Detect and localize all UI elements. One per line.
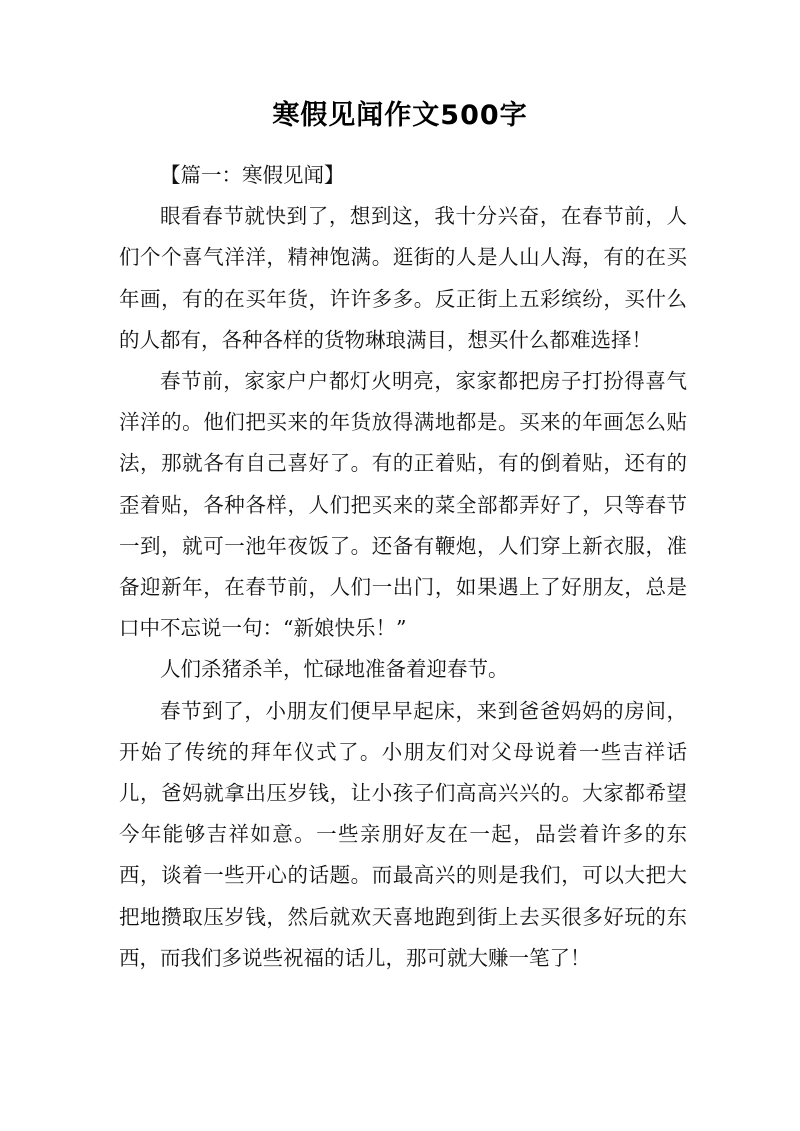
paragraph-2: 春节前，家家户户都灯火明亮，家家都把房子打扮得喜气洋洋的。他们把买来的年货放得满地都是。买来的年画怎么贴法，那就各有自己喜好了。有的正着贴，有的倒着贴，还有的歪着贴，各种各样，人们把买来的菜全部都弄好了，只等春节一到，就可一池年夜饭了。还备有鞭炮，人们穿上新衣服，准备迎新年，在春节前，人们一出门，如果遇上了好朋友，总是口中不忘说一句：“新娘快乐！” [119,369,687,641]
paragraph-1: 眼看春节就快到了，想到这，我十分兴奋，在春节前，人们个个喜气洋洋，精神饱满。逛街的人是人山人海，有的在买年画，有的在买年货，许许多多。反正街上五彩缤纷，买什么的人都有，各种各样的货物琳琅满目，想买什么都难选择！ [119,204,687,352]
document-body [119,155,687,979]
paragraph-3: 人们杀猪杀羊，忙碌地准备着迎春节。 [160,657,509,682]
section-heading: 【篇一：寒假见闻】 [160,163,345,187]
paragraph-4: 春节到了，小朋友们便早早起床，来到爸爸妈妈的房间，开始了传统的拜年仪式了。小朋友们对父母说着一些吉祥话儿，爸妈就拿出压岁钱，让小孩子们高高兴兴的。大家都希望今年能够吉祥如意。一些亲朋好友在一起，品尝着许多的东西，谈着一些开心的话题。而最高兴的则是我们，可以大把大把地攒取压岁钱，然后就欢天喜地跑到街上去买很多好玩的东西，而我们多说些祝福的话儿，那可就大赚一笔了！ [119,698,687,970]
document-title: 寒假见闻作文500字 [272,100,528,131]
